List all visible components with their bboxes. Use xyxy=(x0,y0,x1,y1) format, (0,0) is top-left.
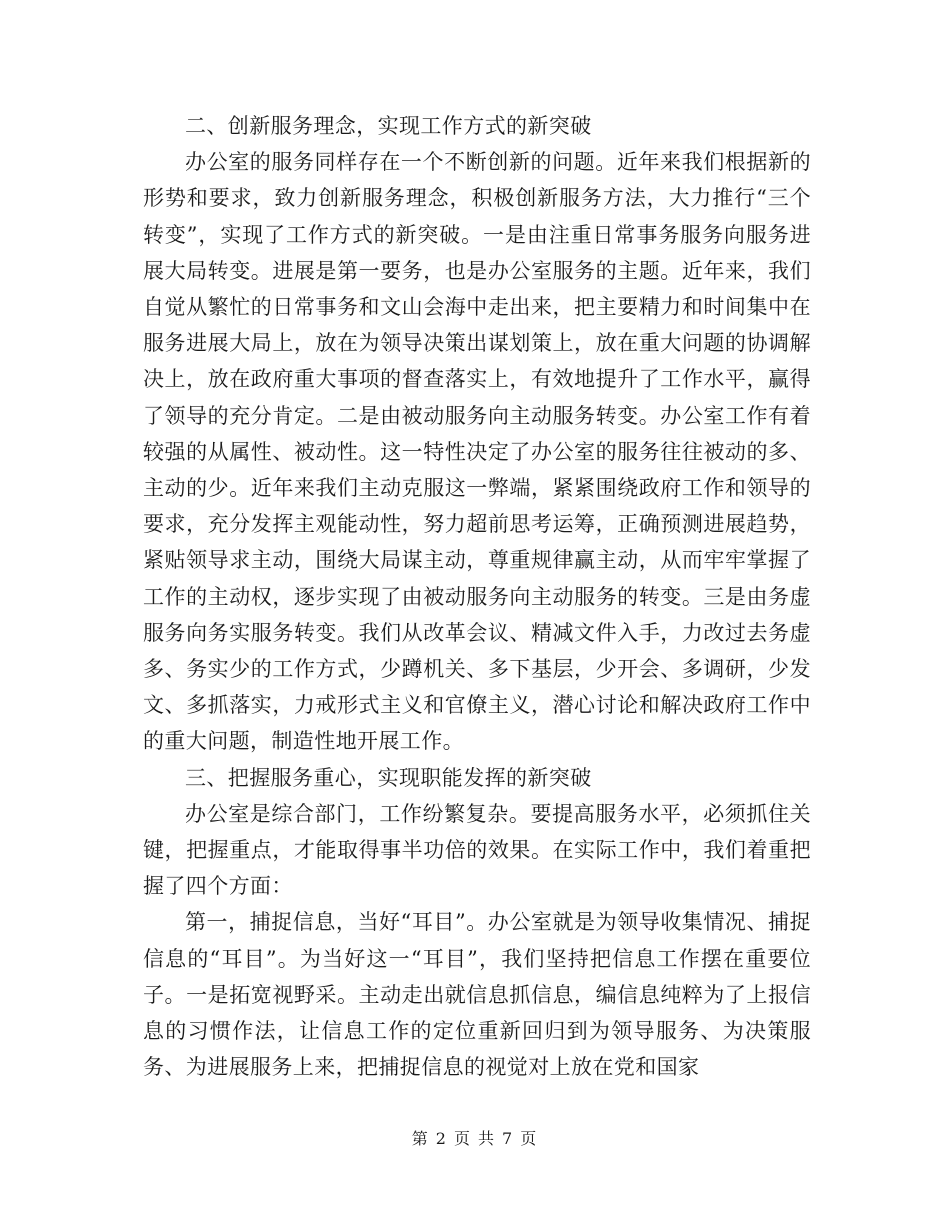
document-body xyxy=(143,108,811,1085)
section-heading-2: 二、创新服务理念，实现工作方式的新突破 xyxy=(185,114,592,138)
paragraph-focus-intro: 办公室是综合部门，工作纷繁复杂。要提高服务水平，必须抓住关键，把握重点，才能取得事半功倍的效果。在实际工作中，我们着重把握了四个方面： xyxy=(143,801,811,899)
footer-total-word: 共 xyxy=(478,1129,497,1148)
section-heading-3: 三、把握服务重心，实现职能发挥的新突破 xyxy=(185,765,592,790)
paragraph-innovation: 办公室的服务同样存在一个不断创新的问题。近年来我们根据新的形势和要求，致力创新服务理念，积极创新服务方法，大力推行“三个转变”，实现了工作方式的新突破。一是由注重日常事务服务向服务进展大局转变。进展是第一要务，也是办公室服务的主题。近年来，我们自觉从繁忙的日常事务和文山会海中走出来，把主要精力和时间集中在服务进展大局上，放在为领导决策出谋划策上，放在重大问题的协调解决上，放在政府重大事项的督查落实上，有效地提升了工作水平，赢得了领导的充分肯定。二是由被动服务向主动服务转变。办公室工作有着较强的从属性、被动性。这一特性决定了办公室的服务往往被动的多、主动的少。近年来我们主动克服这一弊端，紧紧围绕政府工作和领导的要求，充分发挥主观能动性，努力超前思考运筹，正确预测进展趋势，紧贴领导求主动，围绕大局谋主动，尊重规律赢主动，从而牢牢掌握了工作的主动权，逐步实现了由被动服务向主动服务的转变。三是由务虚服务向务实服务转变。我们从改革会议、精减文件入手，力改过去务虚多、务实少的工作方式，少蹲机关、多下基层，少开会、多调研，少发文、多抓落实，力戒形式主义和官僚主义，潜心讨论和解决政府工作中的重大问题，制造性地开展工作。 xyxy=(143,150,811,754)
footer-current-page: 2 xyxy=(435,1129,448,1148)
footer-suffix: 页 xyxy=(520,1129,539,1148)
page-number-footer xyxy=(0,1128,950,1150)
footer-page-word: 页 xyxy=(453,1129,472,1148)
paragraph-information: 第一，捕捉信息，当好“耳目”。办公室就是为领导收集情况、捕捉信息的“耳目”。为当好这一“耳目”，我们坚持把信息工作摆在重要位子。一是拓宽视野采。主动走出就信息抓信息，编信息纯粹为了上报信息的习惯作法，让信息工作的定位重新回归到为领导服务、为决策服务、为进展服务上来，把捕捉信息的视觉对上放在党和国家 xyxy=(143,910,811,1080)
footer-total-pages: 7 xyxy=(502,1129,515,1148)
footer-prefix: 第 xyxy=(411,1129,430,1148)
